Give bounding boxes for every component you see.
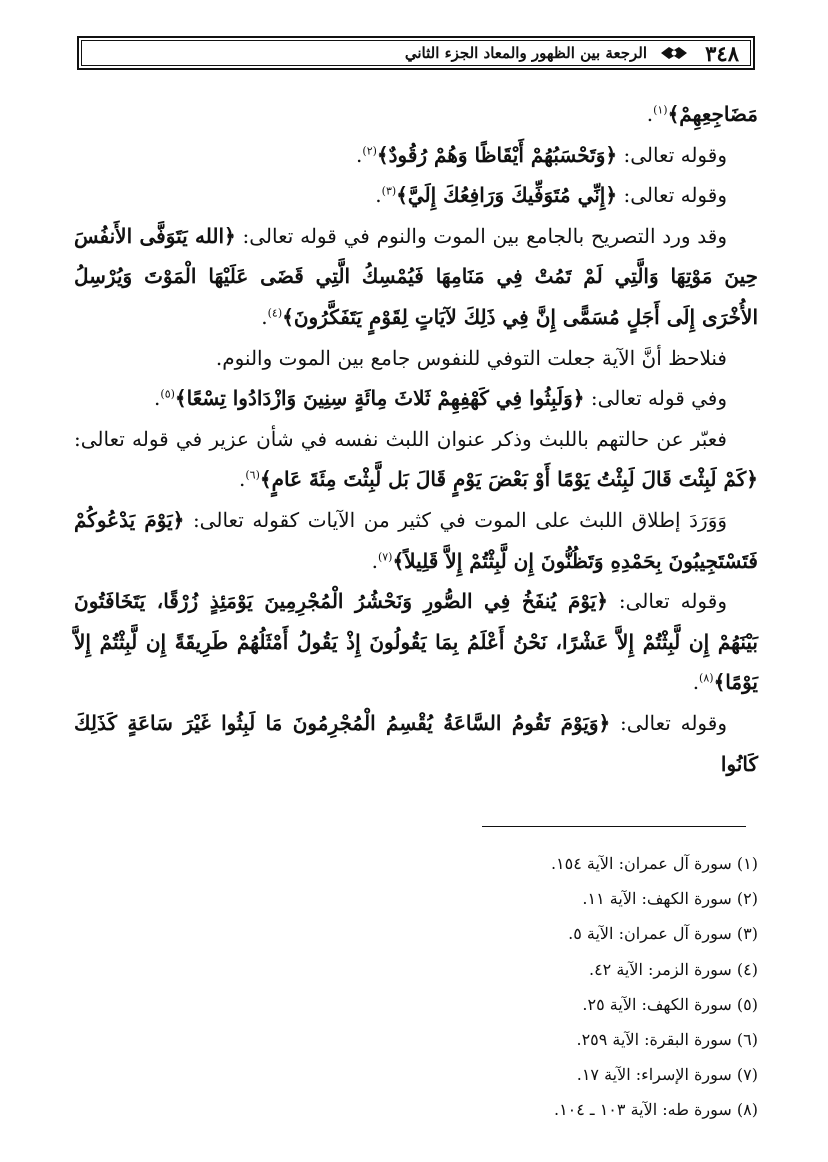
footnote-item: (٣) سورة آل عمران: الآية ٥. xyxy=(568,924,758,944)
paragraph-7: فعبّر عن حالتهم باللبث وذكر عنوان اللبث نفسه في شأن عزير في قوله تعالى: ﴿كَمْ لَبِثْتَ قَالَ لَبِثْتُ يَوْمًا أَوْ بَعْضَ يَوْمٍ قَالَ بَل لَّبِثْتَ مِئَةَ عَامٍ﴾$^{(٦)}$. xyxy=(74,426,758,492)
paragraph-1: مَضَاجِعِهِمْ﴾$^{(١)}$. xyxy=(646,102,758,126)
footnote-item: (٤) سورة الزمر: الآية ٤٢. xyxy=(588,959,758,979)
footnote-ref: (٤) xyxy=(267,306,283,320)
paragraph-3: وقوله تعالى: ﴿إِنِّي مُتَوَفِّيكَ وَرَافِعُكَ إِلَيَّ﴾$^{(٣)}$. xyxy=(375,183,727,208)
footnote-ref: (٣) xyxy=(381,184,397,198)
footnote-ref: (٧) xyxy=(377,549,393,563)
paragraph-8: وَوَرَدَ إطلاق اللبث على الموت في كثير من الآيات كقوله تعالى: ﴿يَوْمَ يَدْعُوكُمْ فَتَسْتَجِيبُونَ بِحَمْدِهِ وَتَظُنُّونَ إِن لَّبِثْتُمْ إِلاَّ قَلِيلاً﴾$^{(٧)}$. xyxy=(74,507,758,573)
ornament-icon xyxy=(659,44,689,62)
quran-quote: ﴿إِنِّي مُتَوَفِّيكَ وَرَافِعُكَ إِلَيَّ﴾ xyxy=(396,183,618,208)
footnote-item: (٢) سورة الكهف: الآية ١١. xyxy=(582,889,758,909)
quran-quote: ﴿وَتَحْسَبُهُمْ أَيْقَاظًا وَهُمْ رُقُودٌ﴾ xyxy=(376,142,618,167)
footnote-ref: (٨) xyxy=(699,671,714,685)
footnote-separator xyxy=(482,826,746,827)
footnotes xyxy=(74,846,758,1128)
paragraph-2: وقوله تعالى: ﴿وَتَحْسَبُهُمْ أَيْقَاظًا وَهُمْ رُقُودٌ﴾$^{(٢)}$. xyxy=(356,142,727,167)
quran-quote: ﴿يَوْمَ يُنفَخُ فِي الصُّورِ وَنَحْشُرُ الْمُجْرِمِينَ يَوْمَئِذٍ زُرْقًا، يَتَخَافَتُونَ بَيْنَهُمْ إِن لَّبِثْتُمْ إِلاَّ عَشْرًا، نَحْنُ أَعْلَمُ بِمَا يَقُولُونَ إِذْ يَقُولُ أَمْثَلُهُمْ طَرِيقَةً إِن لَّبِثْتُمْ إِلاَّ يَوْمًا﴾ xyxy=(74,589,758,695)
footnote-ref: (٥) xyxy=(160,387,175,401)
footnote-item: (٧) سورة الإسراء: الآية ١٧. xyxy=(576,1065,758,1085)
footnote-ref: (٦) xyxy=(245,468,260,482)
footnote-item: (٥) سورة الكهف: الآية ٢٥. xyxy=(582,994,758,1014)
paragraph-6: وفي قوله تعالى: ﴿وَلَبِثُوا فِي كَهْفِهِمْ ثَلاثَ مِائَةٍ سِنِينَ وَازْدَادُوا تِسْعًا﴾$^{(٥)}$. xyxy=(154,386,727,411)
footnote-ref: (٢) xyxy=(362,143,377,157)
quran-quote: ﴿وَلَبِثُوا فِي كَهْفِهِمْ ثَلاثَ مِائَةٍ سِنِينَ وَازْدَادُوا تِسْعًا﴾ xyxy=(174,386,585,411)
book-title: الرجعة بين الظهور والمعاد الجزء الثاني xyxy=(404,44,647,62)
footnote-item: (٨) سورة طه: الآية ١٠٣ ـ ١٠٤. xyxy=(553,1100,758,1120)
quran-quote: ﴿كَمْ لَبِثْتَ قَالَ لَبِثْتُ يَوْمًا أَوْ بَعْضَ يَوْمٍ قَالَ بَل لَّبِثْتَ مِئَةَ عَامٍ﴾ xyxy=(259,467,758,492)
paragraph-9: وقوله تعالى: ﴿يَوْمَ يُنفَخُ فِي الصُّورِ وَنَحْشُرُ الْمُجْرِمِينَ يَوْمَئِذٍ زُرْقًا، يَتَخَافَتُونَ بَيْنَهُمْ إِن لَّبِثْتُمْ إِلاَّ عَشْرًا، نَحْنُ أَعْلَمُ بِمَا يَقُولُونَ إِذْ يَقُولُ أَمْثَلُهُمْ طَرِيقَةً إِن لَّبِثْتُمْ إِلاَّ يَوْمًا﴾$^{(٨)}$. xyxy=(74,589,758,695)
page-header xyxy=(77,36,755,70)
quran-quote: مَضَاجِعِهِمْ﴾ xyxy=(667,102,758,126)
page-number: ٣٤٨ xyxy=(705,41,739,66)
paragraph-5: فنلاحظ أنَّ الآية جعلت التوفي للنفوس جامع بين الموت والنوم. xyxy=(215,345,727,370)
footnote-item: (٦) سورة البقرة: الآية ٢٥٩. xyxy=(576,1030,758,1050)
quran-quote: ﴿يَوْمَ يَدْعُوكُمْ فَتَسْتَجِيبُونَ بِحَمْدِهِ وَتَظُنُّونَ إِن لَّبِثْتُمْ إِلاَّ قَلِيلاً﴾ xyxy=(74,507,758,573)
quran-quote: ﴿وَيَوْمَ تَقُومُ السَّاعَةُ يُقْسِمُ الْمُجْرِمُونَ مَا لَبِثُوا غَيْرَ سَاعَةٍ كَذَلِكَ كَانُوا xyxy=(74,710,758,776)
paragraph-10: وقوله تعالى: ﴿وَيَوْمَ تَقُومُ السَّاعَةُ يُقْسِمُ الْمُجْرِمُونَ مَا لَبِثُوا غَيْرَ سَاعَةٍ كَذَلِكَ كَانُوا xyxy=(74,710,758,776)
main-text xyxy=(74,94,758,784)
paragraph-4: وقد ورد التصريح بالجامع بين الموت والنوم في قوله تعالى: ﴿الله يَتَوَفَّى الأَنفُسَ حِينَ مَوْتِهَا وَالَّتِي لَمْ تَمُتْ فِي مَنَامِهَا فَيُمْسِكُ الَّتِي قَضَى عَلَيْهَا الْمَوْتَ وَيُرْسِلُ الأُخْرَى إِلَى أَجَلٍ مُسَمًّى إِنَّ فِي ذَلِكَ لآيَاتٍ لِقَوْمٍ يَتَفَكَّرُونَ﴾$^{(٤)}$. xyxy=(74,223,758,329)
quran-quote: ﴿الله يَتَوَفَّى الأَنفُسَ حِينَ مَوْتِهَا وَالَّتِي لَمْ تَمُتْ فِي مَنَامِهَا فَيُمْسِكُ الَّتِي قَضَى عَلَيْهَا الْمَوْتَ وَيُرْسِلُ الأُخْرَى إِلَى أَجَلٍ مُسَمًّى إِنَّ فِي ذَلِكَ لآيَاتٍ لِقَوْمٍ يَتَفَكَّرُونَ﴾ xyxy=(74,223,758,329)
footnote-item: (١) سورة آل عمران: الآية ١٥٤. xyxy=(550,854,758,873)
footnote-ref: (١) xyxy=(653,103,668,117)
